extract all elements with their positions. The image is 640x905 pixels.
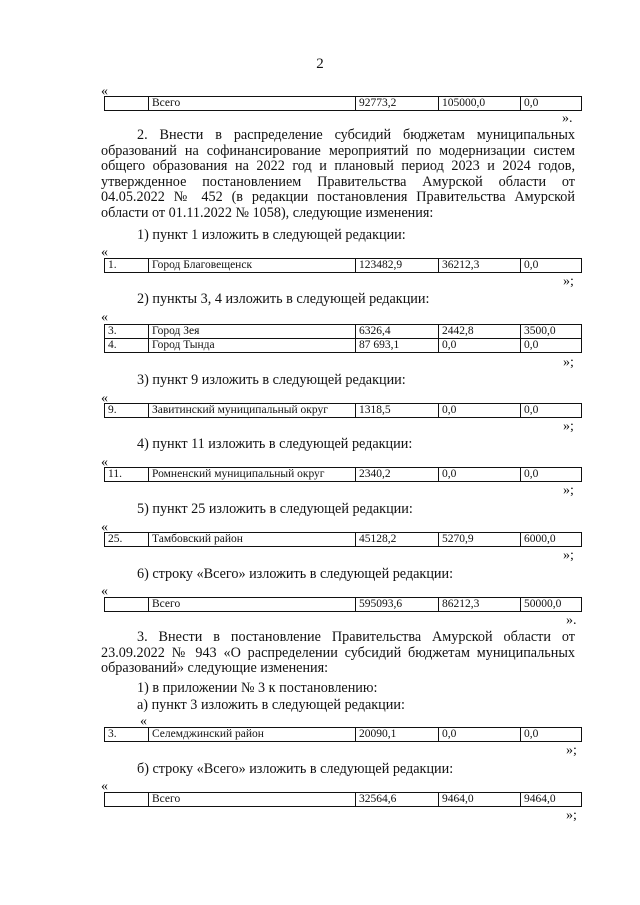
quote-close: »; — [563, 419, 574, 434]
cell-number: 4. — [105, 339, 149, 353]
item-1: 1) пункт 1 изложить в следующей редакции: — [137, 227, 406, 243]
quote-open: « — [101, 520, 108, 535]
item-3: 3) пункт 9 изложить в следующей редакции: — [137, 372, 406, 388]
quote-close: »; — [563, 274, 574, 289]
cell-value-2024: 0,0 — [521, 339, 582, 353]
quote-open: « — [140, 714, 147, 729]
cell-value-2023: 0,0 — [439, 404, 521, 418]
sub-item-1: 1) в приложении № 3 к постановлению: — [137, 680, 378, 696]
table-item-1 — [104, 258, 582, 273]
cell-value-2024: 0,0 — [521, 259, 582, 273]
quote-close: »; — [566, 743, 577, 758]
cell-value-2023: 0,0 — [439, 339, 521, 353]
cell-value-2023: 5270,9 — [439, 533, 521, 547]
cell-name: Завитинский муниципальный округ — [149, 404, 356, 418]
cell-number — [105, 97, 149, 111]
table-row — [105, 533, 582, 547]
quote-close: »; — [563, 548, 574, 563]
table-row — [105, 404, 582, 418]
cell-number: 9. — [105, 404, 149, 418]
cell-number: 1. — [105, 259, 149, 273]
quote-open: « — [101, 391, 108, 406]
table-row — [105, 728, 582, 742]
paragraph-3: 3. Внести в постановление Правительства Амурской области от 23.09.2022 № 943 «О распределении субсидий бюджетам муниципальных образований» следующие изменения: — [101, 629, 575, 677]
quote-close: »; — [566, 808, 577, 823]
table-item-4 — [104, 467, 582, 482]
quote-close: ». — [566, 613, 577, 628]
cell-name: Тамбовский район — [149, 533, 356, 547]
cell-value-2022: 123482,9 — [356, 259, 439, 273]
cell-value-2022: 45128,2 — [356, 533, 439, 547]
page-number: 2 — [316, 56, 324, 72]
cell-value-2024: 0,0 — [521, 97, 582, 111]
quote-open: « — [101, 84, 108, 99]
cell-number: 3. — [105, 728, 149, 742]
cell-value-2022: 92773,2 — [356, 97, 439, 111]
cell-value-2022: 87 693,1 — [356, 339, 439, 353]
quote-open: « — [101, 584, 108, 599]
table-row — [105, 468, 582, 482]
item-2: 2) пункты 3, 4 изложить в следующей редакции: — [137, 291, 430, 307]
paragraph-2: 2. Внести в распределение субсидий бюджетам муниципальных образований на софинансирование мероприятий по модернизации систем общего образования на 2022 год и плановый период 2023 и 2024 годов, утвержденное постановлением Правительства Амурской области от 04.05.2022 № 452 (в редакции постановления Правительства Амурской области от 01.11.2022 № 1058), следующие изменения: — [101, 127, 575, 221]
table-row — [105, 259, 582, 273]
cell-value-2023: 0,0 — [439, 468, 521, 482]
item-6: 6) строку «Всего» изложить в следующей редакции: — [137, 566, 454, 582]
cell-value-2022: 6326,4 — [356, 325, 439, 339]
table-item-3 — [104, 403, 582, 418]
cell-value-2023: 86212,3 — [439, 598, 521, 612]
table-sub-1a — [104, 727, 582, 742]
table-item-5 — [104, 532, 582, 547]
cell-name: Город Зея — [149, 325, 356, 339]
cell-name: Селемджинский район — [149, 728, 356, 742]
table-row — [105, 793, 582, 807]
table-row — [105, 339, 582, 353]
cell-value-2022: 2340,2 — [356, 468, 439, 482]
cell-name: Всего — [149, 598, 356, 612]
cell-value-2024: 3500,0 — [521, 325, 582, 339]
quote-open: « — [101, 245, 108, 260]
cell-number — [105, 793, 149, 807]
table-sub-1b — [104, 792, 582, 807]
table-item-2 — [104, 324, 582, 353]
sub-item-1a: а) пункт 3 изложить в следующей редакции: — [137, 697, 405, 713]
cell-number — [105, 598, 149, 612]
cell-name: Всего — [149, 97, 356, 111]
cell-value-2022: 1318,5 — [356, 404, 439, 418]
table-row — [105, 97, 582, 111]
cell-number: 11. — [105, 468, 149, 482]
cell-number: 3. — [105, 325, 149, 339]
table-total-2 — [104, 597, 582, 612]
cell-value-2023: 2442,8 — [439, 325, 521, 339]
quote-close: »; — [563, 483, 574, 498]
cell-value-2024: 6000,0 — [521, 533, 582, 547]
item-4: 4) пункт 11 изложить в следующей редакции: — [137, 436, 413, 452]
cell-name: Всего — [149, 793, 356, 807]
cell-value-2022: 32564,6 — [356, 793, 439, 807]
cell-value-2023: 0,0 — [439, 728, 521, 742]
item-5: 5) пункт 25 изложить в следующей редакции: — [137, 501, 413, 517]
table-total-1 — [104, 96, 582, 111]
cell-value-2023: 36212,3 — [439, 259, 521, 273]
quote-open: « — [101, 779, 108, 794]
cell-value-2023: 9464,0 — [439, 793, 521, 807]
cell-name: Город Благовещенск — [149, 259, 356, 273]
quote-close: ». — [562, 111, 573, 126]
cell-value-2022: 20090,1 — [356, 728, 439, 742]
sub-item-1b: б) строку «Всего» изложить в следующей редакции: — [137, 761, 454, 777]
cell-value-2024: 0,0 — [521, 404, 582, 418]
cell-value-2024: 9464,0 — [521, 793, 582, 807]
cell-number: 25. — [105, 533, 149, 547]
cell-value-2022: 595093,6 — [356, 598, 439, 612]
cell-value-2024: 0,0 — [521, 728, 582, 742]
cell-name: Город Тында — [149, 339, 356, 353]
table-row — [105, 325, 582, 339]
cell-value-2023: 105000,0 — [439, 97, 521, 111]
cell-name: Ромненский муниципальный округ — [149, 468, 356, 482]
quote-open: « — [101, 455, 108, 470]
quote-open: « — [101, 310, 108, 325]
cell-value-2024: 0,0 — [521, 468, 582, 482]
quote-close: »; — [563, 355, 574, 370]
table-row — [105, 598, 582, 612]
cell-value-2024: 50000,0 — [521, 598, 582, 612]
